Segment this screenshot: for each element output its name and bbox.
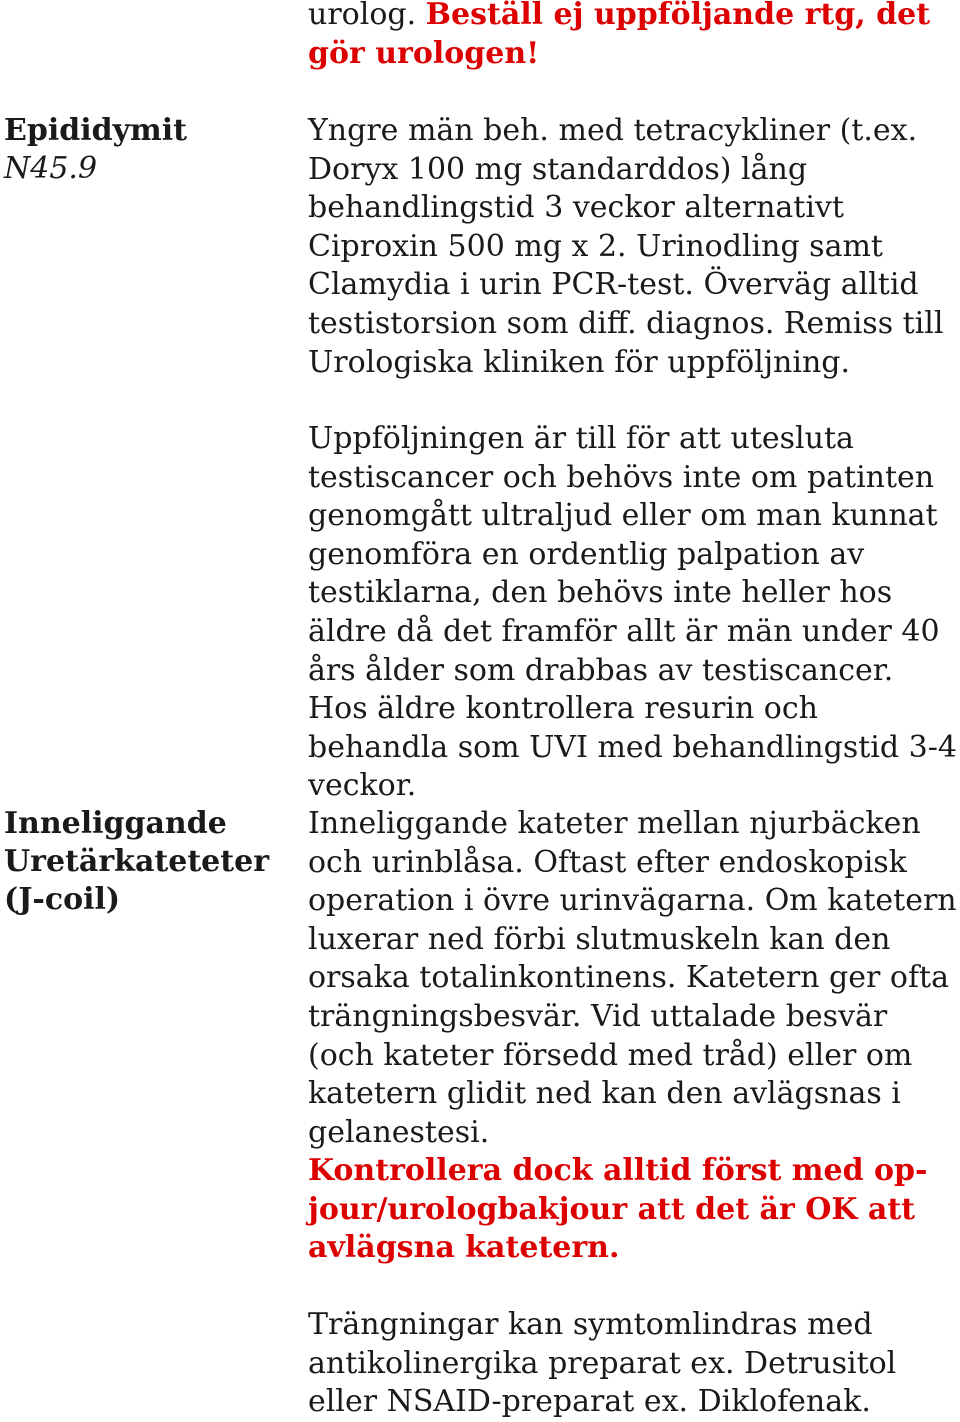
- jcoil-title-line2: Uretärkateteter: [4, 844, 270, 879]
- epididymit-paragraph-followup: Uppföljningen är till för att utesluta testiscancer och behövs inte om patinten genomgått ultraljud eller om man kunnat genomföra en ordentlig palpation av testiklarna, den behövs inte heller hos äldre då det framför allt är män under 40 års ålder som drabbas av testiscancer. Hos äldre kontrollera resurin och behandla som UVI med behandlingstid 3-4 veckor.: [308, 421, 957, 804]
- jcoil-paragraph-description: Inneliggande kateter mellan njurbäcken och urinblåsa. Oftast efter endoskopisk operation i övre urinvägarna. Om katetern luxerar ned förbi slutmuskeln kan den orsaka totalinkontinens. Katetern ger ofta trängningsbesvär. Vid uttalade besvär (och kateter försedd med tråd) eller om katetern glidit ned kan den avlägsnas i gelanestesi.: [308, 806, 957, 1150]
- jcoil-warning: Kontrollera dock alltid först med op-jour/urologbakjour att det är OK att avlägsna katetern.: [308, 1153, 928, 1266]
- epididymit-heading: [4, 112, 294, 188]
- epididymit-title: Epididymit: [4, 113, 188, 148]
- jcoil-paragraph-symptom-relief: Trängningar kan symtomlindras med antikolinergika preparat ex. Detrusitol eller NSAID-preparat ex. Diklofenak.: [308, 1307, 897, 1420]
- top-fragment-plain: urolog.: [308, 0, 426, 32]
- epididymit-paragraph-treatment: Yngre män beh. med tetracykliner (t.ex. Doryx 100 mg standarddos) lång behandlingstid 3 veckor alternativt Ciproxin 500 mg x 2. Urinodling samt Clamydia i urin PCR-test. Överväg alltid testistorsion som diff. diagnos. Remiss till Urologiska kliniken för uppföljning.: [308, 113, 944, 380]
- top-fragment-paragraph: [308, 0, 960, 73]
- jcoil-title-line1: Inneliggande: [4, 806, 227, 841]
- epididymit-code: N45.9: [4, 151, 98, 186]
- jcoil-heading: [4, 805, 294, 919]
- jcoil-title-line3: (J-coil): [4, 882, 121, 917]
- top-fragment-warning: Beställ ej uppföljande rtg, det gör urologen!: [308, 0, 931, 71]
